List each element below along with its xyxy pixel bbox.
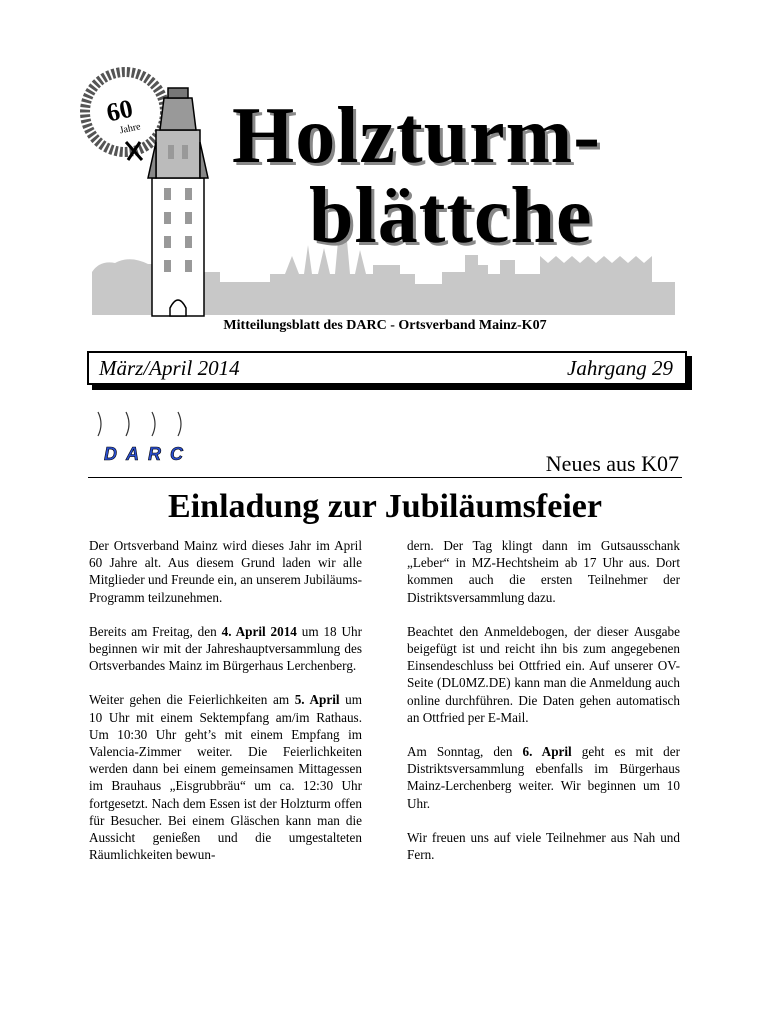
badge-label: Jahre: [118, 121, 142, 137]
newsletter-subtitle: Mitteilungsblatt des DARC - Ortsverband Mainz-K07: [223, 318, 547, 333]
paragraph: dern. Der Tag klingt dann im Gutsausschank „Leber“ in MZ-Hechtsheim ab 17 Uhr aus. Dort kommen auch die ersten Teilnehmer der Distriktsversammlung dazu.: [407, 538, 680, 605]
paragraph: Weiter gehen die Feierlichkeiten am 5. April um 10 Uhr mit einem Sektempfang am/im Rathaus. Um 10:30 Uhr geht’s mit einem Empfang im Valencia-Zimmer weiter. Die Feierlichkeiten werden dann bei einem gemeinsamen Mittagessen im Brauhaus „Eisgrubbräu“ um ca. 12:30 Uhr fortgesetzt. Nach dem Essen ist der Holzturm offen für Besucher. Bei einem Gläschen kann man die Aussicht genießen und die umgestalteten Räumlichkeiten bewun-: [89, 692, 362, 863]
issue-volume: Jahrgang 29: [567, 356, 673, 380]
article-headline: Einladung zur Jubiläumsfeier: [168, 488, 602, 525]
darc-logo: [92, 408, 202, 472]
paragraph: Am Sonntag, den 6. April geht es mit der Distriktsversammlung ebenfalls im Bürgerhaus Mainz-Lerchenberg weiter. Wir beginnen um 10 Uhr.: [407, 744, 680, 811]
newsletter-title-line2: blättche: [309, 172, 593, 260]
paragraph: Wir freuen uns auf viele Teilnehmer aus Nah und Fern.: [407, 829, 680, 863]
section-heading: Neues aus K07: [545, 451, 679, 476]
paragraph: Bereits am Freitag, den 4. April 2014 um 18 Uhr beginnen wir mit der Jahreshauptversammlung des Ortsverbandes Mainz im Bürgerhaus Lerchenberg.: [89, 623, 363, 674]
radio-waves-icon: [98, 412, 181, 436]
darc-logo-text: DARC: [104, 444, 192, 464]
paragraph: Beachtet den Anmeldebogen, der dieser Ausgabe beigefügt ist und reicht ihn bis zum angegebenen Einsendeschluss bei Ottfried ein. Auf unserer OV-Seite (DL0MZ.DE) kann man die Anmeldung auch online durchführen. Die Daten gehen automatisch an Ottfried per E-Mail.: [407, 623, 680, 725]
section-divider: [88, 477, 682, 478]
issue-bar: [87, 351, 687, 385]
article-column-left: [89, 537, 362, 880]
article-column-right: [407, 537, 680, 880]
newsletter-title-line1: Holzturm-: [232, 92, 601, 180]
issue-date: März/April 2014: [99, 356, 240, 380]
badge-number: 60: [103, 93, 136, 128]
tower-graphic: [148, 88, 208, 316]
paragraph: Der Ortsverband Mainz wird dieses Jahr im April 60 Jahre alt. Aus diesem Grund laden wir alle Mitglieder und Freunde ein, an unserem Jubiläums-Programm teilzunehmen.: [89, 538, 362, 605]
